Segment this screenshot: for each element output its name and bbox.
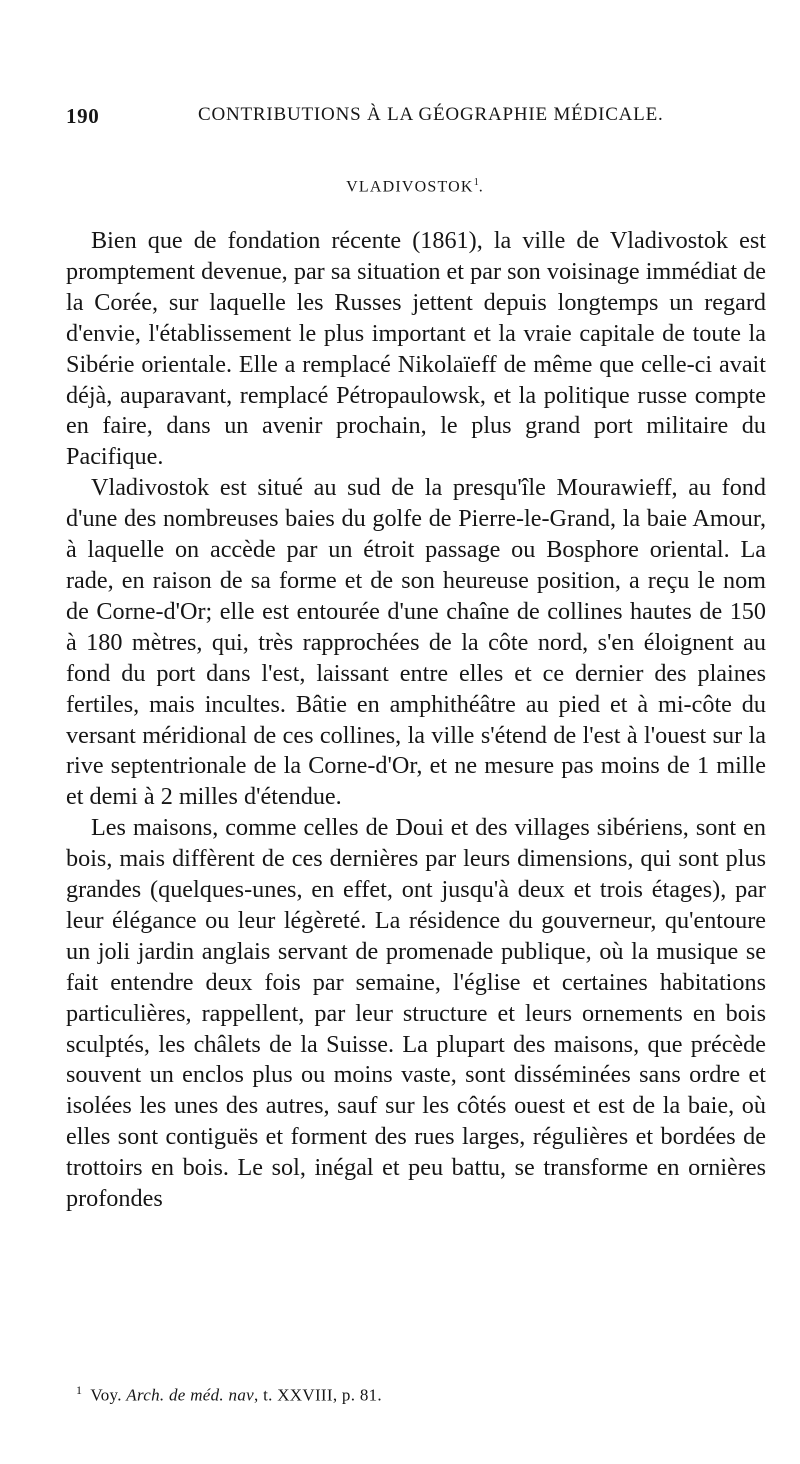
footnote-reference[interactable]: 1 [473,177,479,188]
paragraph-3: Les maisons, comme celles de Doui et des villages sibériens, sont en bois, mais diffèrent de ces dernières par leurs dimensions, qui sont plus grandes (quelques-unes, en effet, ont jusqu'à deux et trois étages), par leur élégance ou leur légèreté. La résidence du gouverneur, qu'entoure un joli jardin anglais servant de promenade publique, où la musique se fait entendre deux fois par semaine, l'église et certaines habitations particulières, rappellent, par leur structure et leurs ornements en bois sculptés, les châlets de la Suisse. La plupart des maisons, que précède souvent un enclos plus ou moins vaste, sont disséminées sans ordre et isolées les unes des autres, sauf sur les côtés ouest et est de la baie, où elles sont contiguës et forment des rues larges, régulières et bordées de trottoirs en bois. Le sol, inégal et peu battu, se transforme en ornières profondes [66,814,766,1213]
footnote-prefix: Voy. [90,1385,127,1405]
running-head [66,104,760,134]
body-text [66,226,766,1215]
paragraph-2: Vladivostok est situé au sud de la presqu'île Mourawieff, au fond d'une des nombreuses baies du golfe de Pierre-le-Grand, la baie Amour, à laquelle on accède par un étroit passage ou Bosphore oriental. La rade, en raison de sa forme et de son heureuse position, a reçu le nom de Corne-d'Or; elle est entourée d'une chaîne de collines hautes de 150 à 180 mètres, qui, très rapprochées de la côte nord, s'en éloignent au fond du port dans l'est, laissant entre elles et ce dernier des plaines fertiles, mais incultes. Bâtie en amphithéâtre au pied et à mi-côte du versant méridional de ces collines, la ville s'étend de l'est à l'ouest sur la rive septentrionale de la Corne-d'Or, et ne mesure pas moins de 1 mille et demi à 2 milles d'étendue. [66,474,766,811]
footnote [76,1383,382,1406]
footnote-number: 1 [76,1383,83,1397]
paragraph-1: Bien que de fondation récente (1861), la ville de Vladivostok est promptement devenue, par sa situation et par son voisinage immédiat de la Corée, sur laquelle les Russes jettent depuis longtemps un regard d'envie, l'établissement le plus important et la vraie capitale de toute la Sibérie orientale. Elle a remplacé Nikolaïeff de même que celle-ci avait déjà, auparavant, remplacé Pétropaulowsk, et la politique russe compte en faire, dans un avenir prochain, le plus grand port militaire du Pacifique. [66,227,766,471]
section-title [0,177,800,196]
section-title-text: VLADIVOSTOK [346,178,474,196]
section-title-period: . [478,178,484,196]
footnote-journal: Arch. de méd. nav [126,1385,254,1405]
page-number: 190 [66,104,100,128]
running-title: CONTRIBUTIONS À LA GÉOGRAPHIE MÉDICALE. [198,104,664,125]
footnote-suffix: , t. XXVIII, p. 81. [253,1385,382,1405]
